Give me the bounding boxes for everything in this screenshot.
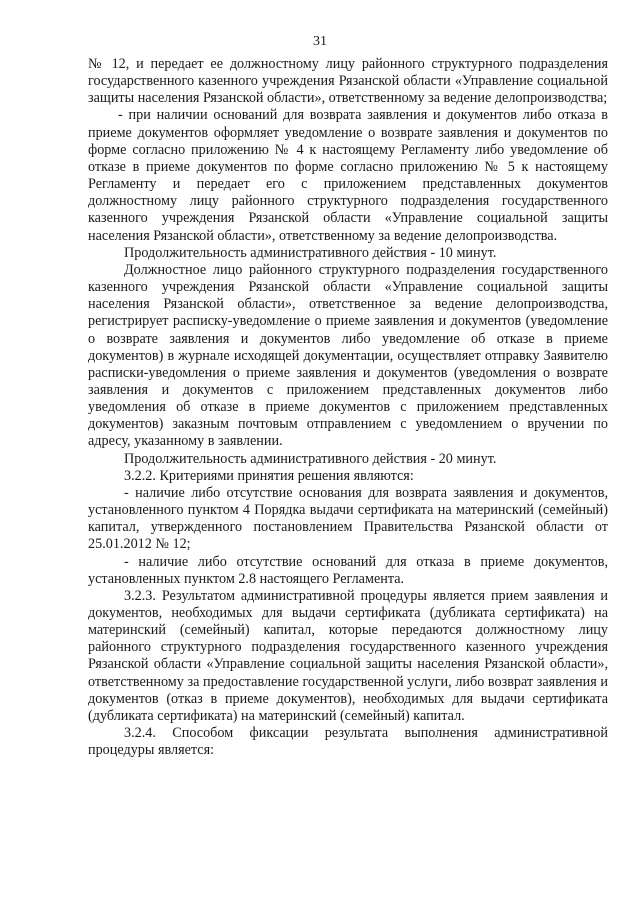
paragraph-5: Продолжительность административного действия - 20 минут.: [124, 450, 497, 467]
document-body: [88, 56, 608, 759]
paragraph-6: 3.2.2. Критериями принятия решения являются:: [124, 467, 414, 484]
paragraph-10: 3.2.4. Способом фиксации результата выполнения административной процедуры является:: [88, 725, 608, 759]
paragraph-9: 3.2.3. Результатом административной процедуры является прием заявления и документов, необходимых для выдачи сертификата (дубликата сертификата) на материнский (семейный) капитал, которые передаются должностному лицу районного структурного подразделения государственного казенного учреждения Рязанской области «Управление социальной защиты населения Рязанской области», ответственному за предоставление государственной услуги, либо возврат заявления и документов (отказ в приеме документов), необходимых для выдачи сертификата (дубликата сертификата) на материнский (семейный) капитал.: [88, 587, 608, 724]
paragraph-7: - наличие либо отсутствие основания для возврата заявления и документов, установленного пунктом 4 Порядка выдачи сертификата на материнский (семейный) капитал, утвержденного постановлением Правительства Рязанской области от 25.01.2012 № 12;: [88, 484, 608, 553]
paragraph-4: Должностное лицо районного структурного подразделения государственного казенного учреждения Рязанской области «Управление социальной защиты населения Рязанской области», ответственное за ведение делопроизводства, регистрирует расписку-уведомление о приеме заявления и документов (уведомление о возврате заявления и документов либо уведомление об отказе в приеме документов) в журнале исходящей документации, осуществляет отправку Заявителю расписки-уведомления о приеме заявления и документов (уведомления о возврате заявления и документов с приложением представленных документов либо уведомления об отказе в приеме документов с приложением представленных документов) заказным почтовым отправлением с уведомлением о вручении по адресу, указанному в заявлении.: [88, 261, 608, 450]
paragraph-2: - при наличии оснований для возврата заявления и документов либо отказа в приеме документов оформляет уведомление о возврате заявления и документов по форме согласно приложению № 4 к настоящему Регламенту либо уведомление об отказе в приеме документов по форме согласно приложению № 5 к настоящему Регламенту и передает его с приложением представленных документов должностному лицу районного структурного подразделения государственного казенного учреждения Рязанской области «Управление социальной защиты населения Рязанской области», ответственному за ведение делопроизводства.: [88, 107, 608, 244]
paragraph-8: - наличие либо отсутствие оснований для отказа в приеме документов, установленных пунктом 2.8 настоящего Регламента.: [88, 553, 608, 587]
paragraph-1: № 12, и передает ее должностному лицу районного структурного подразделения государственного казенного учреждения Рязанской области «Управление социальной защиты населения Рязанской области», ответственному за ведение делопроизводства;: [88, 56, 608, 107]
page-number: 31: [313, 34, 327, 49]
paragraph-3: Продолжительность административного действия - 10 минут.: [124, 244, 497, 261]
